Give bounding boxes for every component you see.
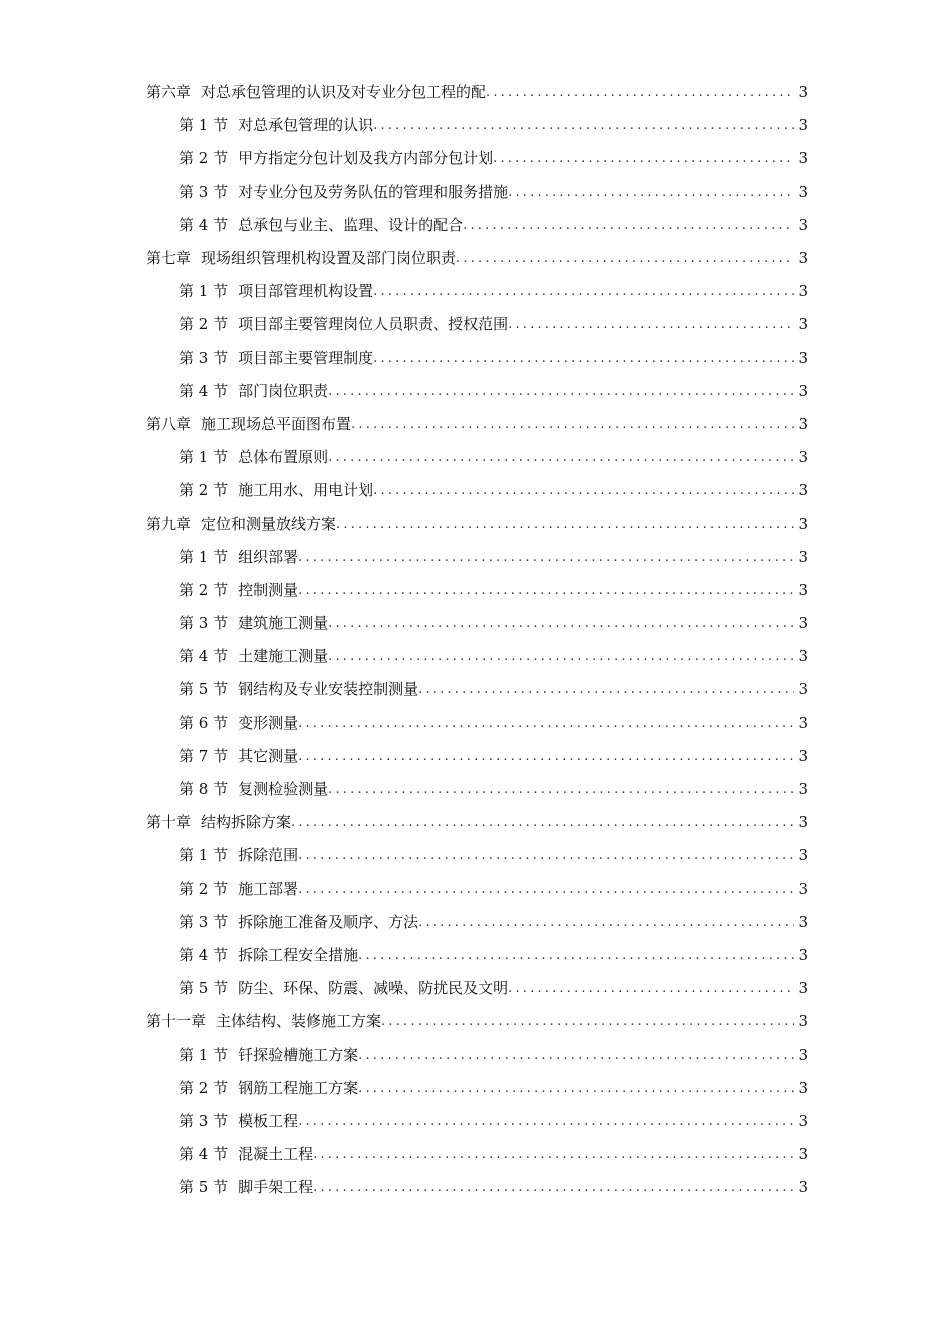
toc-section-entry[interactable] [146,209,808,242]
toc-page-number: 3 [798,746,808,765]
toc-dot-leader [298,551,794,564]
toc-entry-title: 复测检验测量 [238,780,329,799]
toc-entry-number: 第 3 节 [179,1111,229,1130]
toc-section-entry[interactable] [146,1171,808,1204]
toc-entry-title: 现场组织管理机构设置及部门岗位职责 [201,249,457,268]
toc-page-number: 3 [798,713,808,732]
toc-page-number: 3 [798,1012,808,1031]
toc-entry-title: 防尘、环保、防震、减噪、防扰民及文明 [238,979,509,998]
toc-section-entry[interactable] [146,906,808,939]
toc-dot-leader [328,650,794,663]
toc-entry-title: 甲方指定分包计划及我方内部分包计划 [238,149,494,168]
toc-entry-label [179,649,328,664]
toc-chapter-entry[interactable] [146,242,808,275]
toc-dot-leader [418,916,794,929]
toc-entry-number: 第 6 节 [179,713,229,732]
toc-page-number: 3 [798,1078,808,1097]
toc-page-number: 3 [798,1178,808,1197]
toc-entry-number: 第 2 节 [179,580,229,599]
toc-entry-label [179,381,329,400]
toc-entry-number: 第 4 节 [179,647,229,666]
toc-dot-leader [486,86,794,99]
toc-dot-leader [351,418,794,431]
toc-entry-title: 定位和测量放线方案 [201,514,337,533]
toc-page-number: 3 [798,448,808,467]
toc-entry-title: 拆除工程安全措施 [238,945,359,964]
toc-entry-title: 施工部署 [238,879,299,898]
toc-section-entry[interactable] [146,1072,808,1105]
toc-dot-leader [381,1015,794,1028]
toc-section-entry[interactable] [146,342,808,375]
toc-entry-title: 对专业分包及劳务队伍的管理和服务措施 [238,182,509,201]
toc-page-number: 3 [798,1145,808,1164]
toc-entry-title: 拆除范围 [238,846,299,865]
toc-entry-label [179,215,464,234]
toc-section-entry[interactable] [146,873,808,906]
toc-section-entry[interactable] [146,109,808,142]
toc-entry-title: 其它测量 [238,746,299,765]
toc-entry-title: 项目部主要管理岗位人员职责、授权范围 [238,315,509,334]
toc-entry-title: 对总承包管理的认识及对专业分包工程的配 [201,83,487,102]
toc-chapter-entry[interactable] [146,408,808,441]
toc-dot-leader [373,119,794,132]
toc-entry-number: 第七章 [146,249,192,268]
toc-page-number: 3 [798,249,808,268]
toc-page-number: 3 [798,83,808,102]
toc-page-number: 3 [798,348,808,367]
toc-dot-leader [508,186,794,199]
toc-section-entry[interactable] [146,275,808,308]
toc-page-number: 3 [798,647,808,666]
toc-section-entry[interactable] [146,839,808,872]
toc-dot-leader [328,783,794,796]
toc-entry-number: 第 2 节 [179,149,229,168]
toc-entry-title: 总承包与业主、监理、设计的配合 [238,215,464,234]
toc-entry-number: 第 5 节 [179,1178,229,1197]
toc-dot-leader [313,1148,794,1161]
toc-entry-number: 第 4 节 [179,1145,229,1164]
toc-entry-label [179,450,328,465]
toc-dot-leader [493,152,794,165]
toc-section-entry[interactable] [146,142,808,175]
toc-entry-label [179,848,298,863]
toc-entry-label [179,1147,313,1162]
toc-section-entry[interactable] [146,707,808,740]
toc-section-entry[interactable] [146,1038,808,1071]
toc-section-entry[interactable] [146,972,808,1005]
toc-entry-number: 第 5 节 [179,979,229,998]
toc-entry-title: 主体结构、装修施工方案 [216,1012,382,1031]
toc-page-number: 3 [798,414,808,433]
toc-entry-number: 第 7 节 [179,746,229,765]
toc-entry-label [179,682,418,697]
toc-section-entry[interactable] [146,176,808,209]
toc-dot-leader [298,584,794,597]
toc-dot-leader [298,849,794,862]
toc-entry-label [146,815,291,830]
toc-entry-label [179,348,374,367]
toc-entry-title: 钢筋工程施工方案 [238,1078,359,1097]
toc-entry-number: 第六章 [146,83,192,102]
toc-entry-label [179,580,299,599]
toc-page-number: 3 [798,547,808,566]
toc-dot-leader [291,816,794,829]
toc-page-number: 3 [798,879,808,898]
toc-page-number: 3 [798,979,808,998]
toc-entry-number: 第 2 节 [179,1078,229,1097]
toc-page-number: 3 [798,780,808,799]
toc-entry-number: 第 1 节 [179,846,229,865]
toc-entry-title: 施工现场总平面图布置 [201,414,352,433]
toc-dot-leader [508,318,794,331]
toc-entry-label [179,713,299,732]
toc-chapter-entry[interactable] [146,1005,808,1038]
toc-entry-number: 第 5 节 [179,680,229,699]
toc-entry-label [179,782,328,797]
toc-entry-number: 第 3 节 [179,348,229,367]
toc-page-number: 3 [798,116,808,135]
toc-entry-label [146,514,337,533]
toc-dot-leader [373,285,794,298]
toc-page-number: 3 [798,282,808,301]
toc-entry-title: 控制测量 [238,580,299,599]
toc-page-number: 3 [798,912,808,931]
toc-entry-title: 对总承包管理的认识 [238,116,374,135]
toc-entry-number: 第 1 节 [179,1045,229,1064]
toc-entry-title: 项目部主要管理制度 [238,348,374,367]
toc-dot-leader [328,385,794,398]
toc-entry-number: 第 1 节 [179,282,229,301]
toc-dot-leader [373,484,794,497]
toc-entry-label [179,1111,299,1130]
toc-entry-number: 第九章 [146,514,192,533]
toc-entry-label [179,151,493,166]
toc-entry-title: 结构拆除方案 [201,813,292,832]
toc-section-entry[interactable] [146,773,808,806]
toc-entry-title: 钎探验槽施工方案 [238,1045,359,1064]
toc-entry-label [179,1180,313,1195]
toc-entry-number: 第八章 [146,414,192,433]
toc-chapter-entry[interactable] [146,76,808,109]
toc-page-number: 3 [798,614,808,633]
toc-entry-title: 脚手架工程 [238,1178,314,1197]
toc-entry-number: 第 2 节 [179,481,229,500]
toc-section-entry[interactable] [146,1138,808,1171]
toc-entry-label [179,118,373,133]
toc-page-number: 3 [798,182,808,201]
toc-section-entry[interactable] [146,308,808,341]
toc-chapter-entry[interactable] [146,806,808,839]
toc-page-number: 3 [798,1111,808,1130]
toc-dot-leader [358,1082,794,1095]
toc-entry-label [179,616,328,631]
toc-section-entry[interactable] [146,541,808,574]
toc-entry-number: 第 4 节 [179,945,229,964]
toc-entry-label [146,85,486,100]
toc-dot-leader [328,451,794,464]
toc-dot-leader [298,883,794,896]
toc-page-number: 3 [798,481,808,500]
toc-section-entry[interactable] [146,375,808,408]
toc-entry-number: 第 1 节 [179,547,229,566]
toc-entry-number: 第 4 节 [179,381,229,400]
toc-entry-number: 第 3 节 [179,912,229,931]
toc-dot-leader [328,617,794,630]
toc-dot-leader [418,683,794,696]
toc-dot-leader [298,1115,794,1128]
toc-entry-title: 总体布置原则 [238,448,329,467]
toc-dot-leader [508,982,794,995]
toc-entry-number: 第 3 节 [179,182,229,201]
toc-dot-leader [463,219,794,232]
toc-page-number: 3 [798,315,808,334]
toc-entry-label [179,945,359,964]
toc-dot-leader [298,717,794,730]
toc-dot-leader [358,1049,794,1062]
toc-page-number: 3 [798,846,808,865]
toc-entry-title: 拆除施工准备及顺序、方法 [238,912,419,931]
toc-entry-number: 第 2 节 [179,879,229,898]
toc-entry-label [179,879,299,898]
toc-dot-leader [358,949,794,962]
toc-section-entry[interactable] [146,1105,808,1138]
toc-page-number: 3 [798,381,808,400]
toc-entry-label [179,182,509,201]
toc-page-number: 3 [798,149,808,168]
toc-page-number: 3 [798,945,808,964]
toc-page-number: 3 [798,680,808,699]
toc-entry-title: 模板工程 [238,1111,299,1130]
toc-entry-number: 第 2 节 [179,315,229,334]
toc-entry-label [179,1045,359,1064]
toc-entry-label [179,547,299,566]
toc-entry-label [179,284,373,299]
toc-entry-number: 第 1 节 [179,448,229,467]
toc-page-number: 3 [798,1045,808,1064]
toc-section-entry[interactable] [146,441,808,474]
toc-entry-number: 第 3 节 [179,614,229,633]
toc-dot-leader [336,518,794,531]
toc-entry-title: 建筑施工测量 [238,614,329,633]
toc-entry-number: 第十一章 [146,1012,207,1031]
toc-entry-number: 第 4 节 [179,215,229,234]
toc-entry-number: 第 1 节 [179,116,229,135]
toc-section-entry[interactable] [146,740,808,773]
toc-entry-title: 部门岗位职责 [238,381,329,400]
toc-page-number: 3 [798,813,808,832]
toc-entry-title: 钢结构及专业安装控制测量 [238,680,419,699]
toc-entry-title: 土建施工测量 [238,647,329,666]
toc-entry-label [179,317,508,332]
toc-section-entry[interactable] [146,640,808,673]
toc-chapter-entry[interactable] [146,507,808,540]
toc-entry-number: 第 8 节 [179,780,229,799]
toc-entry-label [179,483,373,498]
toc-entry-title: 变形测量 [238,713,299,732]
toc-entry-number: 第十章 [146,813,192,832]
toc-section-entry[interactable] [146,574,808,607]
toc-entry-label [146,414,352,433]
toc-entry-label [179,912,419,931]
toc-entry-label [179,1078,359,1097]
toc-dot-leader [456,252,794,265]
toc-page-number: 3 [798,514,808,533]
toc-dot-leader [298,750,794,763]
toc-page-number: 3 [798,580,808,599]
toc-section-entry[interactable] [146,474,808,507]
toc-entry-label [179,746,299,765]
toc-entry-title: 项目部管理机构设置 [238,282,374,301]
toc-dot-leader [373,352,794,365]
toc-entry-label [146,1014,381,1029]
toc-entry-title: 组织部署 [238,547,299,566]
toc-entry-label [179,981,508,996]
toc-entry-label [146,251,456,266]
toc-entry-title: 施工用水、用电计划 [238,481,374,500]
toc-section-entry[interactable] [146,607,808,640]
toc-section-entry[interactable] [146,939,808,972]
toc-dot-leader [313,1181,794,1194]
toc-entry-title: 混凝土工程 [238,1145,314,1164]
toc-page-number: 3 [798,215,808,234]
toc-section-entry[interactable] [146,673,808,706]
table-of-contents [146,76,808,1204]
